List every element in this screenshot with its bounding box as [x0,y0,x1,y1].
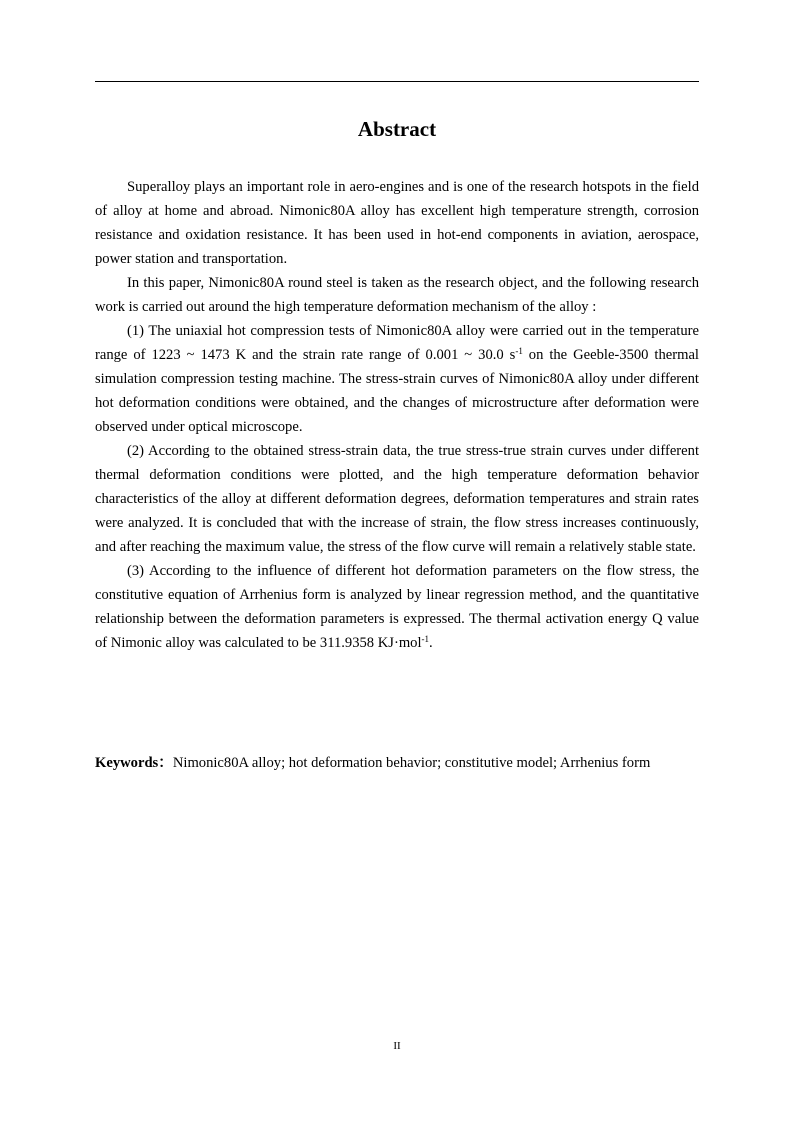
abstract-paragraph-3 [95,319,699,439]
abstract-paragraph-1: Superalloy plays an important role in aero-engines and is one of the research hotspots in the field of alloy at home and abroad. Nimonic80A alloy has excellent high temperature strength, corrosion resistance and oxidation resistance. It has been used in hot-end components in aviation, aerospace, power station and transportation. [95,179,699,267]
paragraph-5-text-start: (3) According to the influence of different hot deformation parameters on the flow stress, the constitutive equation of Arrhenius form is analyzed by linear regression method, and the quantitative relationship between the deformation parameters is expressed. The thermal activation energy Q value of Nimonic alloy was calculated to be 311.9358 KJ·mol [95,563,699,651]
abstract-paragraph-4: (2) According to the obtained stress-strain data, the true stress-true strain curves under different thermal deformation conditions were plotted, and the high temperature deformation behavior characteristics of the alloy at different deformation degrees, deformation temperatures and strain rates were analyzed. It is concluded that with the increase of strain, the flow stress increases continuously, and after reaching the maximum value, the stress of the flow curve will remain a relatively stable state. [95,443,699,555]
keywords-label: Keywords： [95,755,173,771]
keywords-line [95,751,715,775]
abstract-title: Abstract [357,117,437,141]
paragraph-3-text-end: on the Geeble-3500 thermal simulation compression testing machine. The stress-strain curves of Nimonic80A alloy under different hot deformation conditions were obtained, and the changes of microstructure after deformation were observed under optical microscope. [95,347,699,435]
keywords-text: Nimonic80A alloy; hot deformation behavior; constitutive model; Arrhenius form [172,755,651,771]
abstract-body [95,175,699,655]
abstract-paragraph-2: In this paper, Nimonic80A round steel is taken as the research object, and the following research work is carried out around the high temperature deformation mechanism of the alloy : [95,275,699,315]
unit-superscript: -1 [421,634,430,644]
page-number: II [393,1040,401,1052]
header-rule [95,81,699,82]
unit-superscript: -1 [515,346,523,356]
paragraph-3-text-start: (1) The uniaxial hot compression tests of Nimonic80A alloy were carried out in the temperature range of 1223 ~ 1473 K and the strain rate range of 0.001 ~ 30.0 s [95,323,699,363]
paragraph-5-text-end: . [429,635,433,651]
abstract-paragraph-5 [95,559,699,655]
